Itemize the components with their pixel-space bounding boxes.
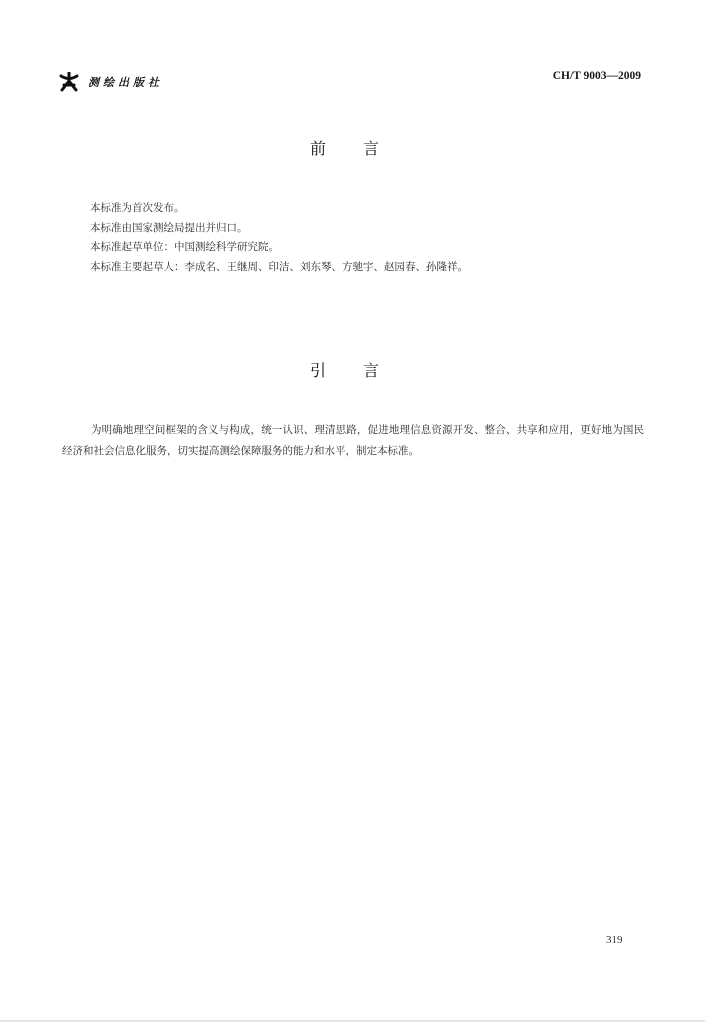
introduction-title: 引 言 (309, 361, 396, 380)
page-bottom-edge (0, 1020, 705, 1022)
foreword-line: 本标准起草单位：中国测绘科学研究院。 (90, 241, 279, 253)
page-number: 319 (606, 934, 623, 946)
foreword-line: 本标准由国家测绘局提出并归口。 (90, 221, 248, 234)
standard-code: CH/T 9003—2009 (552, 70, 641, 82)
introduction-paragraph: 为明确地理空间框架的含义与构成，统一认识、理清思路，促进地理信息资源开发、整合、共享和应用，更好地为国民经济和社会信息化服务，切实提高测绘保障服务的能力和水平，制定本标准。 (62, 424, 644, 457)
foreword-body (90, 199, 468, 277)
foreword-line: 本标准主要起草人：李成名、王继周、印洁、刘东琴、方驰宇、赵园春、孙隆祥。 (90, 260, 468, 273)
foreword-line: 本标准为首次发布。 (90, 202, 185, 214)
foreword-title: 前 言 (309, 139, 396, 158)
publisher-logo-icon (58, 72, 80, 92)
page-header-publisher (58, 72, 163, 92)
publisher-name: 测绘出版社 (88, 76, 163, 89)
